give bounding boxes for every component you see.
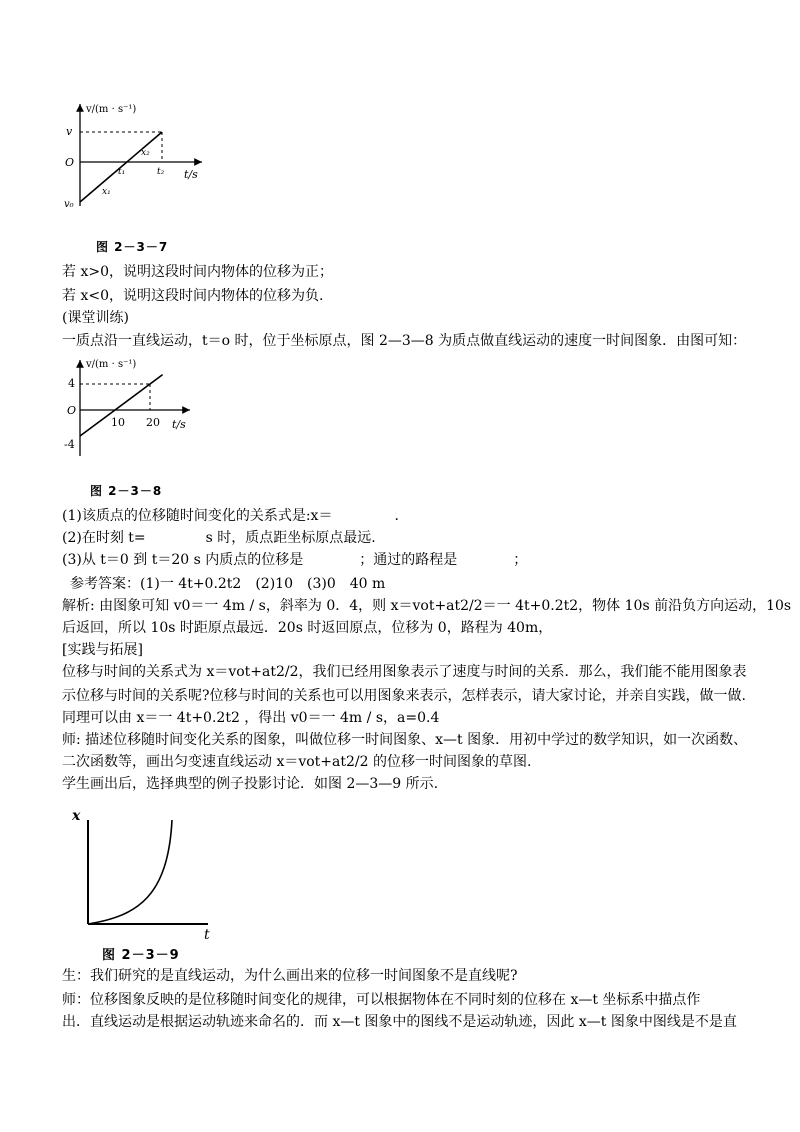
v-label: v bbox=[66, 125, 73, 138]
figure-2-3-8 bbox=[62, 356, 202, 466]
figure-2-3-9-caption: 图 2－3－9 bbox=[102, 948, 180, 963]
figure-2-3-9 bbox=[68, 800, 218, 943]
question-3-text: (3)从 t＝0 到 t＝20 s 内质点的位移是 bbox=[62, 552, 304, 568]
question-2-text: (2)在时刻 t= bbox=[62, 530, 146, 546]
figure-2-3-7-caption: 图 2－3－7 bbox=[96, 240, 169, 254]
t-axis-label: t/s bbox=[172, 418, 186, 431]
text-line: 同理可以由 x＝一 4t+0.2t2 ，得出 v0＝一 4m / s，a=0.4 bbox=[62, 710, 440, 726]
question-3-mid: ；通过的路程是 bbox=[359, 552, 458, 568]
question-3 bbox=[62, 550, 527, 570]
text-line: 若 x<0，说明这段时间内物体的位移为负. bbox=[62, 288, 324, 304]
t2-label: t₂ bbox=[157, 167, 165, 177]
origin-label: O bbox=[65, 156, 75, 169]
text-line: 师: 描述位移随时间变化关系的图象，叫做位移一时间图象、x—t 图象．用初中学过的数学知识，如一次函数、 bbox=[62, 732, 748, 748]
question-2-end: s 时，质点距坐标原点最远. bbox=[205, 530, 376, 546]
v0-label: v₀ bbox=[64, 199, 74, 210]
solution-line: 后返回，所以 10s 时距原点最远．20s 时返回原点，位移为 0，路程为 40m， bbox=[62, 620, 553, 636]
t1-label: t₁ bbox=[118, 167, 126, 177]
y-tick-bottom: -4 bbox=[64, 438, 75, 451]
question-2 bbox=[62, 528, 376, 548]
x1-label: x₁ bbox=[102, 187, 111, 197]
t-axis-label: t bbox=[204, 927, 210, 943]
text-line: 生：我们研究的是直线运动，为什么画出来的位移一时间图象不是直线呢? bbox=[62, 968, 518, 984]
question-1-text: (1)该质点的位移随时间变化的关系式是:x＝ bbox=[62, 508, 333, 524]
figure-2-3-9-graph bbox=[68, 800, 218, 943]
text-line: 示位移与时间的关系呢?位移与时间的关系也可以用图象来表示，怎样表示，请大家讨论，并亲自实践，做一做. bbox=[62, 688, 746, 704]
text-line: 一质点沿一直线运动，t＝o 时，位于坐标原点，图 2—3—8 为质点做直线运动的速度一时间图象．由图可知： bbox=[62, 333, 747, 349]
question-1-end: . bbox=[394, 508, 399, 524]
text-line: (课堂训练) bbox=[62, 310, 129, 326]
section-heading: [实践与拓展] bbox=[62, 642, 143, 658]
figure-2-3-7-graph bbox=[62, 98, 212, 220]
x-tick-20: 20 bbox=[146, 416, 160, 429]
figure-2-3-8-graph bbox=[62, 356, 202, 466]
question-1 bbox=[62, 506, 399, 526]
y-axis-label: v/(m · s⁻¹) bbox=[86, 359, 137, 370]
text-line: 学生画出后，选择典型的例子投影讨论．如图 2—3—9 所示. bbox=[62, 776, 439, 792]
y-axis-label: v/(m · s⁻¹) bbox=[86, 104, 137, 115]
t-axis-label: t/s bbox=[184, 168, 198, 181]
x-axis-label: x bbox=[72, 808, 81, 824]
x2-label: x₂ bbox=[141, 148, 150, 158]
solution-line: 解析: 由图象可知 v0＝一 4m / s，斜率为 0．4，则 x＝vot+at2/2＝一 4t+0.2t2，物体 10s 前沿负方向运动，10s bbox=[62, 598, 792, 614]
text-line: 二次函数等，画出匀变速直线运动 x＝vot+at2/2 的位移一时间图象的草图. bbox=[62, 754, 532, 770]
parabola-curve bbox=[88, 820, 172, 924]
text-line: 位移与时间的关系式为 x＝vot+at2/2，我们已经用图象表示了速度与时间的关系．那么，我们能不能用图象表 bbox=[62, 664, 747, 680]
text-line: 出．直线运动是根据运动轨迹来命名的．而 x—t 图象中的图线不是运动轨迹，因此 x—t 图象中图线是不是直 bbox=[62, 1014, 737, 1030]
reference-answer: 参考答案：(1)一 4t+0.2t2 (2)10 (3)0 40 m bbox=[70, 576, 386, 592]
x-tick-10: 10 bbox=[111, 416, 125, 429]
figure-2-3-7 bbox=[62, 98, 212, 220]
origin-label: O bbox=[67, 404, 77, 417]
y-tick-top: 4 bbox=[68, 377, 75, 390]
figure-2-3-8-caption: 图 2－3－8 bbox=[90, 484, 163, 498]
text-line: 师：位移图象反映的是位移随时间变化的规律，可以根据物体在不同时刻的位移在 x—t 坐标系中描点作 bbox=[62, 992, 701, 1008]
text-line: 若 x>0，说明这段时间内物体的位移为正； bbox=[62, 264, 333, 280]
question-3-end: ； bbox=[513, 552, 528, 568]
